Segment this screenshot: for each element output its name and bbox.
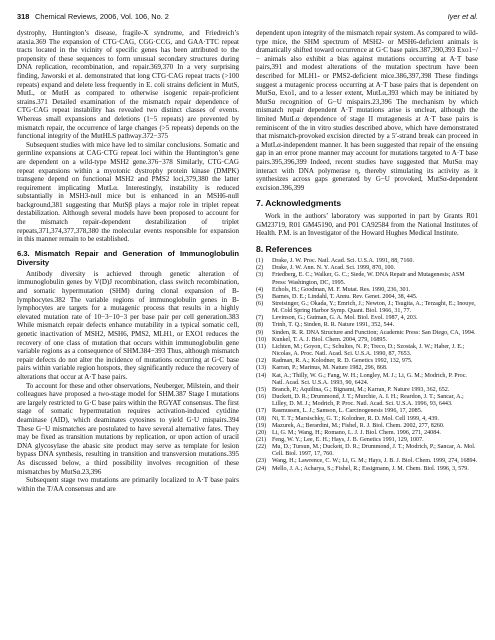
reference-number: (21) xyxy=(256,436,267,443)
reference-text: Li, G. M.; Wang, H.; Romano, L. J. J. Biol. Chem. 1996, 271, 24084. xyxy=(272,429,441,436)
reference-item xyxy=(256,437,478,444)
reference-text: Lichten, M.; Goyon, C.; Schultes, N. P.; Treco, D.; Szostak, J. W.; Haber, J. E.; Nicolas, A. Proc. Natl. Acad. Sci. U.S.A. 1990, 87, 7653. xyxy=(272,343,465,358)
reference-item xyxy=(256,258,478,265)
reference-item xyxy=(256,265,478,272)
reference-text: Duckett, D. R.; Drummond, J. T.; Murchie, A. I. H.; Reardon, J. T.; Sancar, A.; Lilley, D. M. J.; Modrich, P. Proc. Natl. Acad. Sci. U.S.A. 1996, 93, 6443. xyxy=(272,394,464,408)
reference-number: (14) xyxy=(256,372,267,379)
reference-text: Kunkel, T. A. J. Biol. Chem. 2004, 279, 16895. xyxy=(272,336,388,343)
section-heading: 6.3. Mismatch Repair and Generation of Immunoglobulin Diversity xyxy=(17,248,239,267)
reference-item xyxy=(256,444,478,458)
reference-text: Kat, A.; Thilly, W. G.; Fang, W. H.; Longley, M. J.; Li, G. M.; Modrich, P. Proc. Natl. Acad. Sci. U.S.A. 1993, 90, 6424. xyxy=(272,372,467,386)
reference-text: Drake, J. W. Ann. N. Y. Acad. Sci. 1999, 870, 100. xyxy=(272,265,396,272)
acknowledgments-heading: 7. Acknowledgments xyxy=(256,198,342,209)
body-paragraph: To account for these and other observations, Neuberger, Milstein, and their colleagues have proposed a two-stage model for SHM.387 Stage I mutations are largely restricted to G·C base pairs within the RGYAT consensus. The first stage of somatic hypermutation requires activation-induced cytidine deaminase (AID), which deaminates cytosines to yield G·U mispairs.394 These G−U mismatches are postulated to have several alternative fates. They may be fixed as transition mutations by replication, or upon action of uracil DNA glycosylase the abasic site product may serve as template for lesion bypass DNA synthesis, resulting in transition and transversion mutations.395 As discussed below, a third possibility involves recognition of these mismatches by MutSα.23,396 xyxy=(17,381,239,476)
references-heading: 8. References xyxy=(256,244,312,255)
reference-item xyxy=(256,394,478,408)
reference-text: Levinson, G.; Gutman, G. A. Mol. Biol. Evol. 1987, 4, 203. xyxy=(272,315,418,322)
reference-item xyxy=(256,458,478,465)
body-paragraph: Subsequent stage two mutations are primarily localized to A·T base pairs within the T/AA consensus and are xyxy=(17,476,239,493)
reference-number: (1) xyxy=(256,258,264,265)
reference-number: (20) xyxy=(256,429,267,436)
reference-number: (22) xyxy=(256,444,267,451)
right-column xyxy=(256,29,478,633)
reference-text: Mazurek, A.; Berardini, M.; Fishel, R. J. Biol. Chem. 2002, 277, 8260. xyxy=(272,422,445,429)
author-header: Iyer et al. xyxy=(447,12,478,21)
reference-item xyxy=(256,358,478,365)
reference-number: (15) xyxy=(256,386,267,393)
page-number: 318 xyxy=(17,12,30,21)
reference-text: Mu, D.; Tursun, M.; Duckett, D. R.; Drummond, J. T.; Modrich, P.; Sancar, A. Mol. Cell. Biol. 1997, 17, 760. xyxy=(272,444,476,458)
acknowledgments-text: Work in the authors’ laboratory was supported in part by Grants R01 GM23719, R01 GM45190, and P01 CA92584 from the National Institutes of Health. P.M. is an Investigator of the Howard Hughes Medical Institute. xyxy=(256,212,478,238)
reference-item xyxy=(256,344,478,358)
reference-number: (5) xyxy=(256,293,264,300)
reference-number: (12) xyxy=(256,358,267,365)
reference-number: (16) xyxy=(256,394,267,401)
body-paragraph: Antibody diversity is achieved through genetic alteration of immunoglobulin genes by V(D)J recombination, class switch recombination, and somatic hypermutation (SHM) during clonal expansion of B-lymphocytes.382 The variable regions of immunoglobulin genes in B-lymphocytes are targets for a mutagenic process that results in a highly elevated mutation rate of 10−3−10−3 per base pair per cell generation.383 While mismatch repair defects enhance mutability in a typical somatic cell, genetic inactivation of MSH2, MSH6, PMS2, MLH1, or EXO1 reduces the recovery of one class of mutation that occurs within immunoglobulin gene variable regions as a consequence of SHM.384−393 Thus, although mismatch repair defects do not alter the incidence of mutations occurring at G·C base pairs within variable region hotspots, they significantly reduce the recovery of alterations that occur at A·T base pairs. xyxy=(17,269,239,381)
reference-item xyxy=(256,322,478,329)
reference-number: (7) xyxy=(256,315,264,322)
reference-item xyxy=(256,387,478,394)
reference-item xyxy=(256,423,478,430)
reference-text: Drake, J. W. Proc. Natl. Acad. Sci. U.S.A. 1991, 88, 7160. xyxy=(272,258,415,265)
body-paragraph: dependent upon integrity of the mismatch repair system. As compared to wild-type mice, the SHM spectrum of MSH2- or MSH6-deficient animals is dramatically shifted toward occurrence at G·C base pairs.387,390,393 Exo1−/− animals also exhibit a bias against mutations occurring at A·T base pairs,391 and modest alterations of the mutation spectrum have been described for MLH1- or PMS2-deficient mice.386,397,398 These findings suggest a mutagenic process occurring at A·T base pairs that is dependent on MutSα, Exo1, and to a lesser extent, MutLα,393 which may be initiated by MutSα recognition of G−U mispairs.23,396 The mechanism by which mismatch repair dependent A·T mutations arise is unclear, although the limited MutLα dependence of stage II mutagenesis at A·T base pairs is reminiscent of the in vitro studies described above, which have demonstrated that mismatch-provoked excision directed by a 5′-strand break can proceed in a MutLα-independent manner. It has been suggested that repair of the ensuing gap in an error prone manner may account for mutations targeted to A·T base pairs.395,396,399 Indeed, recent studies have suggested that MutSα may interact with DNA polymerase η, thereby stimulating its activity as it synthesizes across gaps generated by G−U provoked, MutSα-dependent excision.396,399 xyxy=(256,29,478,192)
reference-item xyxy=(256,365,478,372)
reference-text: Sinden, R. R. DNA Structure and Function; Academic Press: San Diego, CA, 1994. xyxy=(272,329,476,336)
reference-item xyxy=(256,272,478,286)
journal-citation: Chemical Reviews, 2006, Vol. 106, No. 2 xyxy=(35,12,169,21)
reference-item xyxy=(256,301,478,315)
reference-number: (23) xyxy=(256,458,267,465)
reference-item xyxy=(256,287,478,294)
reference-item xyxy=(256,430,478,437)
reference-number: (10) xyxy=(256,336,267,343)
reference-item xyxy=(256,373,478,387)
reference-item xyxy=(256,294,478,301)
reference-text: Echols, H.; Goodman, M. F. Mutat. Res. 1990, 236, 301. xyxy=(272,286,411,293)
reference-list xyxy=(256,258,478,473)
reference-text: Rasmussen, L. J.; Samson, L. Carcinogenesis 1996, 17, 2085. xyxy=(272,408,423,415)
reference-text: Friedberg, E. C.; Walker, G. C.; Siede, W. DNA Repair and Mutagenesis; ASM Press: Washington, DC, 1995. xyxy=(272,272,465,286)
reference-number: (6) xyxy=(256,301,264,307)
reference-text: Trinh, T. Q.; Sinden, R. R. Nature 1991, 352, 544. xyxy=(272,322,395,329)
reference-item xyxy=(256,330,478,337)
reference-number: (13) xyxy=(256,365,267,372)
reference-text: Ni, T. T.; Marsischky, G. T.; Kolodner, R. D. Mol. Cell 1999, 4, 439. xyxy=(272,415,439,422)
left-column xyxy=(17,29,239,633)
body-paragraph: dystrophy, Huntington’s disease, fragile-X syndrome, and Friedreich’s ataxia.369 The expansion of CTG·CAG, CGG·CCG, and GAA·TTC repeat tracts located in the vicinity of specific genes has been attributed to the propensity of these sequences to form unusual secondary structures during DNA replication, recombination, and repair.369,370 In a very surprising finding, Jaworski et al. demonstrated that long CTG·CAG repeat tracts (>100 repeats) expand and delete less frequently in E. coli strains deficient in MutS, MutL, or MutH as compared to otherwise isogenic repair-proficient strains.371 Detailed examination of the mismatch repair dependence of CTG·CAG repeat instability has revealed two distinct classes of events. Whereas small expansions and deletions (1−5 repeats) are prevented by mismatch repair, the occurrence of large changes (>5 repeats) depends on the functional integrity of the MutHLS pathway.372−375 xyxy=(17,29,239,141)
reference-text: Branch, P.; Aquilina, G.; Bignami, M.; Karran, P. Nature 1993, 362, 652. xyxy=(272,386,450,393)
reference-text: Barnes, D. E.; Lindahl, T. Annu. Rev. Genet. 2004, 38, 445. xyxy=(272,293,418,300)
reference-item xyxy=(256,416,478,423)
reference-text: Mello, J. A.; Acharya, S.; Fishel, R.; Essigmann, J. M. Chem. Biol. 1996, 3, 579. xyxy=(272,465,469,472)
reference-text: Karran, P.; Marinus, M. Nature 1982, 296, 868. xyxy=(272,365,388,372)
reference-number: (19) xyxy=(256,422,267,429)
reference-number: (24) xyxy=(256,465,267,472)
body-paragraph: Subsequent studies with mice have led to similar conclusions. Somatic and germline expansions at CAG·CTG repeat loci within the Huntington’s gene are dependent on a wild-type MSH2 gene.376−378 Similarly, CTG·CAG repeat expansions within a myotonic dystrophy protein kinase (DMPK) transgene depend on functional MSH2 and PMS2 loci,379,380 the latter requirement implicating MutLα. Interestingly, instability is reduced substantially in MSH3-null mice but is enhanced in an MSH6-null background,381 suggesting that MutSβ plays a major role in triplet repeat destabilization. Although several models have been proposed to account for the mismatch repair-dependent destabilization of triplet repeats,371,374,377,378,380 the molecular events responsible for expansion in this manner remain to be established. xyxy=(17,140,239,244)
running-header xyxy=(17,12,478,24)
reference-text: Radman, R. A.; Kolodner, R. D. Genetics 1992, 132, 975. xyxy=(272,358,413,365)
reference-number: (11) xyxy=(256,343,266,350)
reference-number: (17) xyxy=(256,408,267,415)
reference-number: (4) xyxy=(256,286,264,293)
reference-item xyxy=(256,408,478,415)
reference-text: Streisinger, G.; Okada, Y.; Emrich, J.; Newton, J.; Tsugita, A.; Terzaghi, E.; Inouye, M. Cold Spring Harbor Symp. Quant. Biol. 1966, 31, 77. xyxy=(272,301,476,315)
reference-number: (8) xyxy=(256,322,264,329)
reference-number: (2) xyxy=(256,265,264,272)
reference-text: Wang, H.; Lawrence, C. W.; Li, G. M.; Hays, J. B. J. Biol. Chem. 1999, 274, 16894. xyxy=(272,458,478,465)
reference-item xyxy=(256,315,478,322)
reference-number: (9) xyxy=(256,329,264,336)
reference-number: (3) xyxy=(256,272,264,279)
reference-number: (18) xyxy=(256,415,267,422)
reference-item xyxy=(256,337,478,344)
reference-item xyxy=(256,466,478,473)
reference-text: Feng, W. Y.; Lee, E. H.; Hays, J. B. Genetics 1991, 129, 1007. xyxy=(272,436,424,443)
